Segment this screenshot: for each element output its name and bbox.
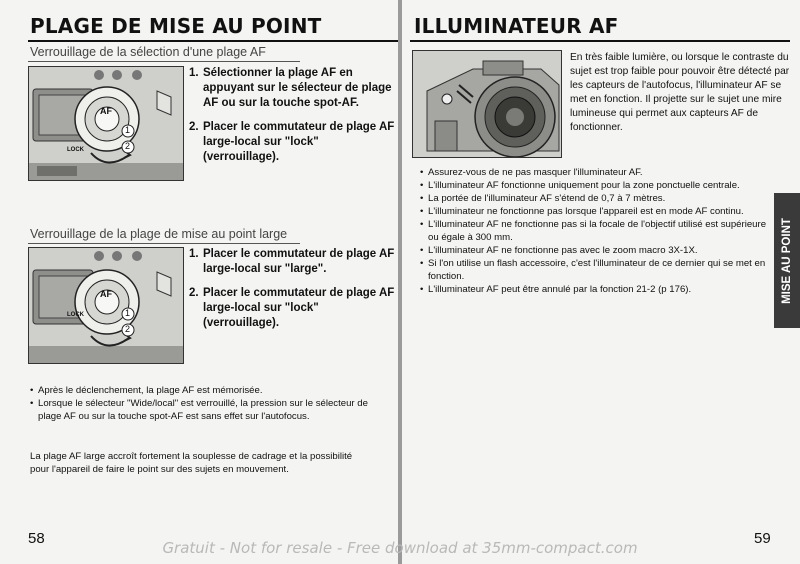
step-number: 2. xyxy=(189,287,199,299)
camera-back-drawing xyxy=(29,248,184,364)
step-number: 1. xyxy=(189,67,199,79)
note-item: • Si l'on utilise un flash accessoire, c'est l'illuminateur de ce dernier qui se met en fonction. xyxy=(420,257,770,283)
step-text: Placer le commutateur de plage AF large-local sur "large". xyxy=(203,248,395,275)
section-tab-label: MISE AU POINT xyxy=(781,217,793,304)
notes-list xyxy=(30,384,370,423)
step-text: Placer le commutateur de plage AF large-local sur "lock" (verrouillage). xyxy=(203,287,395,329)
af-button-label: AF xyxy=(100,106,112,116)
step-item xyxy=(189,247,395,277)
camera-front-illustration xyxy=(412,50,562,158)
note-item: • L'illuminateur AF fonctionne uniquement pour la zone ponctuelle centrale. xyxy=(420,179,770,192)
af-button-label: AF xyxy=(100,289,112,299)
callout-number: 2 xyxy=(125,141,131,151)
callout-number: 1 xyxy=(125,308,131,318)
camera-dial-illustration xyxy=(28,247,184,364)
camera-back-drawing xyxy=(29,67,184,181)
note-item: • Après le déclenchement, la plage AF est mémorisée. xyxy=(30,384,370,397)
step-number: 2. xyxy=(189,121,199,133)
lock-label: LOCK xyxy=(67,147,84,153)
step-item xyxy=(189,120,395,165)
title-rule xyxy=(28,40,398,42)
step-item xyxy=(189,286,395,331)
section-tab xyxy=(774,193,800,328)
intro-paragraph: En très faible lumière, ou lorsque le contraste du sujet est trop faible pour pouvoir être détecté par les capteurs de l'autofocus, l'illuminateur AF se met en fonction. Il projette sur le sujet une mire lumineuse qui permet aux capteurs AF de fonctionner. xyxy=(570,52,790,133)
callout-number: 2 xyxy=(125,324,131,334)
camera-lens-drawing xyxy=(413,51,562,158)
note-item: • Lorsque le sélecteur "Wide/local" est verrouillé, la pression sur le sélecteur de plage AF ou sur la touche spot-AF est sans effet sur l'autofocus. xyxy=(30,397,370,423)
note-item: • Assurez-vous de ne pas masquer l'illuminateur AF. xyxy=(420,166,770,179)
section-rule xyxy=(28,61,300,62)
note-item: • L'illuminateur AF peut être annulé par la fonction 21-2 (p 176). xyxy=(420,283,770,296)
callout-number: 1 xyxy=(125,125,131,135)
page-title: ILLUMINATEUR AF xyxy=(414,14,619,38)
title-rule xyxy=(410,40,790,42)
page-title: PLAGE DE MISE AU POINT xyxy=(30,14,322,38)
step-text: Sélectionner la plage AF en appuyant sur le sélecteur de plage AF ou sur la touche spot-AF. xyxy=(203,67,392,109)
steps-list xyxy=(189,247,395,340)
section-heading-af-selection-lock: Verrouillage de la sélection d'une plage AF xyxy=(30,45,266,59)
page-number: 59 xyxy=(754,530,771,547)
right-page xyxy=(402,0,800,564)
footer-watermark: Gratuit - Not for resale - Free download at 35mm-compact.com xyxy=(162,539,638,557)
notes-list xyxy=(420,166,770,296)
body-paragraph: La plage AF large accroît fortement la souplesse de cadrage et la possibilité pour l'appareil de faire le point sur des sujets en mouvement. xyxy=(30,451,353,475)
note-item: • L'illuminateur AF ne fonctionne pas avec le zoom macro 3X-1X. xyxy=(420,244,770,257)
note-item: • La portée de l'illuminateur AF s'étend de 0,7 à 7 mètres. xyxy=(420,192,770,205)
lock-label: LOCK xyxy=(67,312,84,318)
camera-dial-illustration xyxy=(28,66,184,181)
note-item: • L'illuminateur AF ne fonctionne pas si la focale de l'objectif utilisé est supérieure ou égale à 300 mm. xyxy=(420,218,770,244)
left-page xyxy=(0,0,398,564)
step-item xyxy=(189,66,395,111)
page-number: 58 xyxy=(28,530,45,547)
section-heading-wide-area-lock: Verrouillage de la plage de mise au point large xyxy=(30,227,288,241)
step-number: 1. xyxy=(189,248,199,260)
note-item: • L'illuminateur ne fonctionne pas lorsque l'appareil est en mode AF continu. xyxy=(420,205,770,218)
section-rule xyxy=(28,243,300,244)
steps-list xyxy=(189,66,395,174)
step-text: Placer le commutateur de plage AF large-local sur "lock" (verrouillage). xyxy=(203,121,395,163)
